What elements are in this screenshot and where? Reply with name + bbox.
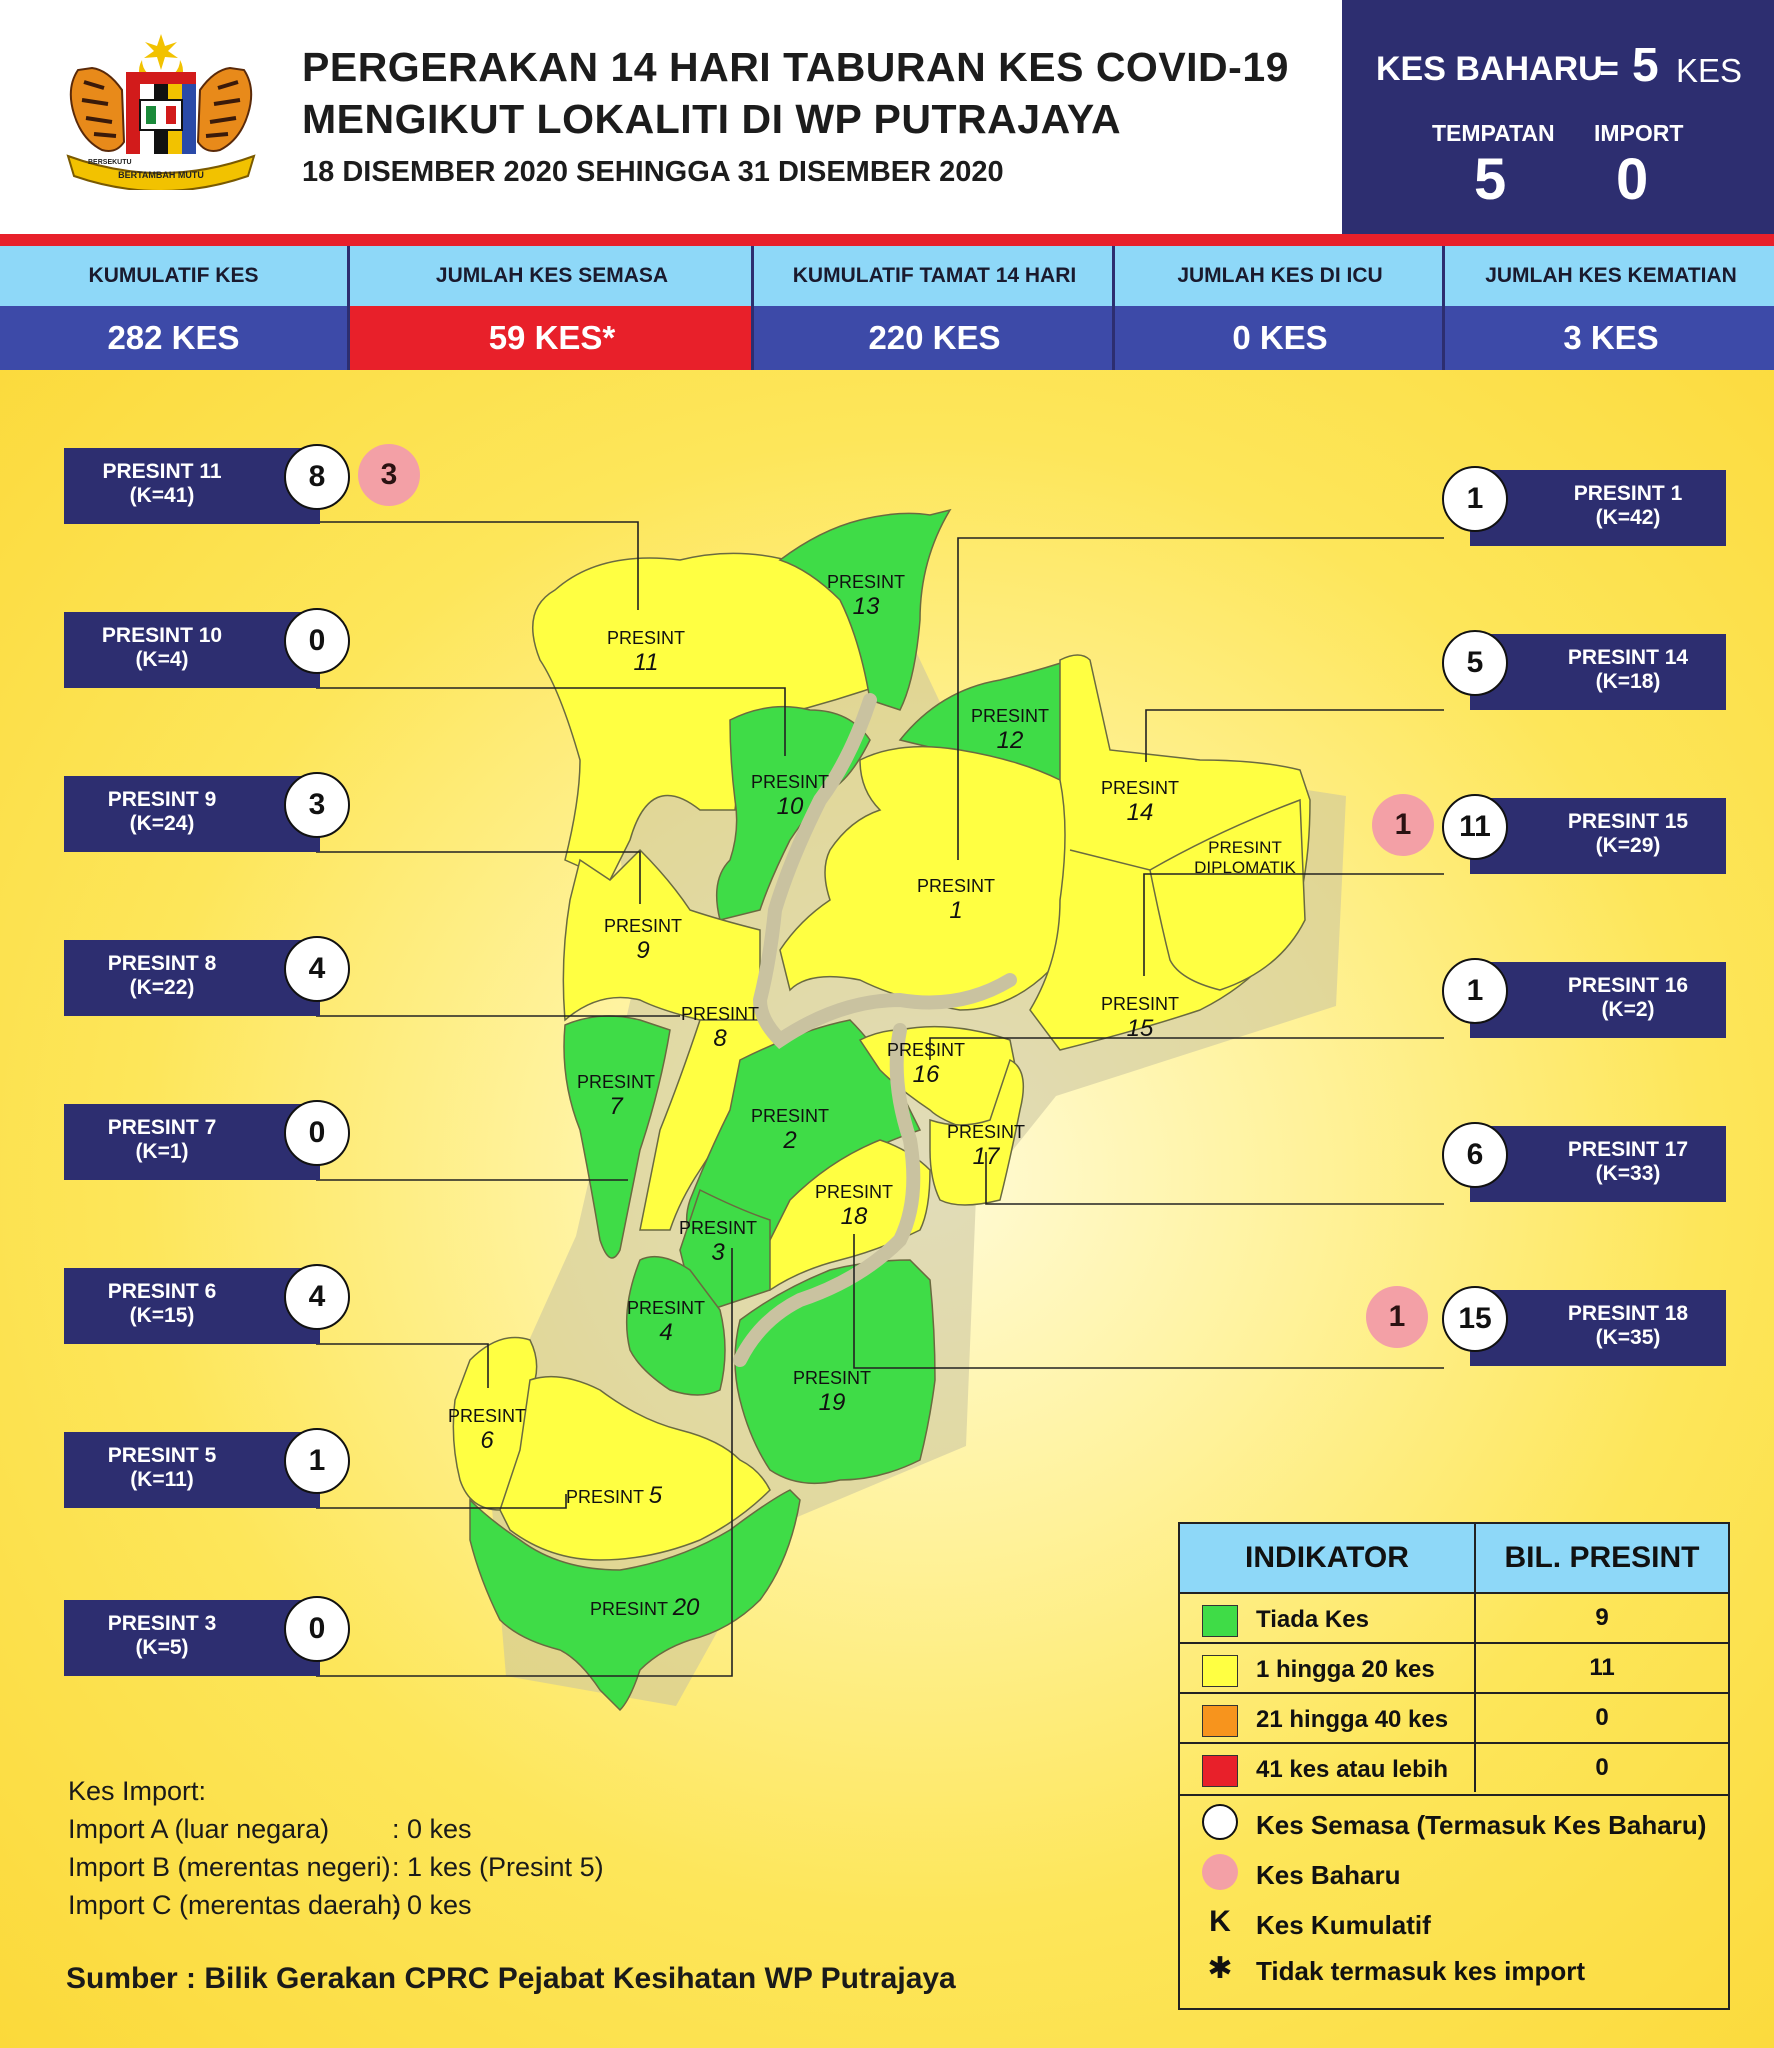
stat-value: 0 KES	[1115, 306, 1445, 370]
presint-17-label: PRESINT 17 (K=33)	[1470, 1126, 1726, 1202]
zone-label-8: PRESINT 8	[680, 1004, 759, 1052]
stat-icu	[1112, 246, 1445, 370]
stat-value: 3 KES	[1445, 306, 1774, 370]
legend-key-new: Kes Baharu	[1180, 1848, 1728, 1898]
import-row: Import C (merentas daerah) : 0 kes	[68, 1890, 472, 1920]
zone-label-13: PRESINT 13	[826, 572, 905, 620]
new-cases-unit: KES	[1676, 52, 1743, 89]
zone-label-17: PRESINT 17	[946, 1122, 1025, 1170]
presint-1-label: PRESINT 1 (K=42)	[1470, 470, 1726, 546]
stat-label: KUMULATIF KES	[0, 246, 347, 306]
zone-label-3: PRESINT 3	[678, 1218, 757, 1266]
legend	[1178, 1522, 1730, 2010]
zone-label-11: PRESINT 11	[606, 628, 685, 676]
zone-label-6: PRESINT 6	[447, 1406, 526, 1454]
new-cases-presint-11: 3	[358, 444, 420, 506]
zone-label-7: PRESINT 7	[576, 1072, 655, 1120]
import-row: Import B (merentas negeri) : 1 kes (Presint 5)	[68, 1852, 604, 1882]
active-cases-presint-6: 4	[284, 1264, 350, 1330]
active-cases-presint-18: 15	[1442, 1286, 1508, 1352]
zone-label-9: PRESINT 9	[603, 916, 682, 964]
import-row: Import A (luar negara) : 0 kes	[68, 1814, 472, 1844]
zone-label-15: PRESINT 15	[1100, 994, 1179, 1042]
stat-label: JUMLAH KES DI ICU	[1115, 246, 1445, 306]
date-range: 18 DISEMBER 2020 SEHINGGA 31 DISEMBER 2020	[302, 156, 1004, 188]
page-title: PERGERAKAN 14 HARI TABURAN KES COVID-19	[302, 44, 1289, 90]
stat-cumulative	[0, 246, 347, 370]
active-cases-presint-14: 5	[1442, 630, 1508, 696]
source-note: Sumber : Bilik Gerakan CPRC Pejabat Kesihatan WP Putrajaya	[66, 1962, 956, 1995]
zone-label-20: PRESINT 20	[590, 1594, 700, 1621]
k-symbol: K	[1209, 1905, 1231, 1938]
legend-row: 21 hingga 40 kes 0	[1180, 1692, 1728, 1744]
stat-value: 282 KES	[0, 306, 347, 370]
presint-10-label: PRESINT 10 (K=4)	[64, 612, 320, 688]
presint-8-label: PRESINT 8 (K=22)	[64, 940, 320, 1016]
active-cases-presint-7: 0	[284, 1100, 350, 1166]
stat-value: 59 KES*	[350, 306, 754, 370]
pink-circle-icon	[1202, 1854, 1238, 1890]
svg-text:BERSEKUTU: BERSEKUTU	[88, 159, 132, 166]
active-cases-presint-17: 6	[1442, 1122, 1508, 1188]
local-cases-label: TEMPATAN	[1432, 120, 1555, 146]
active-cases-presint-5: 1	[284, 1428, 350, 1494]
active-cases-presint-16: 1	[1442, 958, 1508, 1024]
legend-key-asterisk: ✱ Tidak termasuk kes import	[1180, 1944, 1728, 1994]
presint-18-label: PRESINT 18 (K=35)	[1470, 1290, 1726, 1366]
presint-5-label: PRESINT 5 (K=11)	[64, 1432, 320, 1508]
presint-6-label: PRESINT 6 (K=15)	[64, 1268, 320, 1344]
red-swatch	[1202, 1755, 1238, 1787]
stat-recovered	[751, 246, 1115, 370]
local-cases-value: 5	[1474, 147, 1507, 212]
presint-14-label: PRESINT 14 (K=18)	[1470, 634, 1726, 710]
stat-active	[347, 246, 754, 370]
stat-label: KUMULATIF TAMAT 14 HARI	[754, 246, 1115, 306]
new-cases-presint-15: 1	[1372, 794, 1434, 856]
new-cases-equals: =	[1599, 50, 1619, 88]
legend-header-count: BIL. PRESINT	[1476, 1524, 1728, 1592]
zone-label-2: PRESINT 2	[750, 1106, 829, 1154]
active-cases-presint-1: 1	[1442, 466, 1508, 532]
green-swatch	[1202, 1605, 1238, 1637]
new-cases-panel	[1342, 0, 1774, 234]
stat-deaths	[1442, 246, 1774, 370]
legend-row: Tiada Kes 9	[1180, 1592, 1728, 1644]
stat-label: JUMLAH KES SEMASA	[350, 246, 754, 306]
presint-9-label: PRESINT 9 (K=24)	[64, 776, 320, 852]
legend-row: 1 hingga 20 kes 11	[1180, 1642, 1728, 1694]
legend-header-indicator: INDIKATOR	[1180, 1524, 1474, 1592]
yellow-swatch	[1202, 1655, 1238, 1687]
header	[0, 0, 1774, 234]
zone-label-4: PRESINT 4	[626, 1298, 705, 1346]
presint-7-label: PRESINT 7 (K=1)	[64, 1104, 320, 1180]
asterisk-icon: ✱	[1207, 1951, 1233, 1985]
zone-label-12: PRESINT 12	[970, 706, 1049, 754]
legend-row: 41 kes atau lebih 0	[1180, 1742, 1728, 1796]
white-circle-icon	[1202, 1804, 1238, 1840]
legend-key-active: Kes Semasa (Termasuk Kes Baharu)	[1180, 1798, 1728, 1848]
malaysia-coat-of-arms-icon	[58, 30, 264, 190]
new-cases-label: KES BAHARU	[1376, 50, 1603, 88]
presint-3-label: PRESINT 3 (K=5)	[64, 1600, 320, 1676]
active-cases-presint-15: 11	[1442, 794, 1508, 860]
map-area	[0, 370, 1774, 2048]
zone-label-18: PRESINT 18	[814, 1182, 893, 1230]
active-cases-presint-9: 3	[284, 772, 350, 838]
zone-label-5: PRESINT 5	[566, 1482, 663, 1509]
zone-label-10: PRESINT 10	[750, 772, 829, 820]
active-cases-presint-11: 8	[284, 444, 350, 510]
new-cases-value: 5	[1632, 39, 1659, 92]
summary-stats	[0, 246, 1774, 370]
import-cases-label: IMPORT	[1594, 120, 1684, 146]
presint-11-label: PRESINT 11 (K=41)	[64, 448, 320, 524]
active-cases-presint-3: 0	[284, 1596, 350, 1662]
stat-value: 220 KES	[754, 306, 1115, 370]
zone-label-diplomatik: PRESINT DIPLOMATIK	[1194, 838, 1296, 877]
active-cases-presint-10: 0	[284, 608, 350, 674]
orange-swatch	[1202, 1705, 1238, 1737]
import-note-title: Kes Import:	[68, 1776, 207, 1806]
zone-label-16: PRESINT 16	[886, 1040, 965, 1088]
presint-15-label: PRESINT 15 (K=29)	[1470, 798, 1726, 874]
presint-16-label: PRESINT 16 (K=2)	[1470, 962, 1726, 1038]
legend-key-cumulative: K Kes Kumulatif	[1180, 1898, 1728, 1948]
header-divider	[0, 234, 1774, 246]
zone-label-1: PRESINT 1	[916, 876, 995, 924]
stat-label: JUMLAH KES KEMATIAN	[1445, 246, 1774, 306]
new-cases-presint-18: 1	[1366, 1286, 1428, 1348]
active-cases-presint-8: 4	[284, 936, 350, 1002]
import-cases-value: 0	[1616, 147, 1649, 212]
zone-label-14: PRESINT 14	[1100, 778, 1179, 826]
zone-label-19: PRESINT 19	[792, 1368, 871, 1416]
page-subtitle: MENGIKUT LOKALITI DI WP PUTRAJAYA	[302, 96, 1122, 142]
import-note	[68, 1772, 604, 1924]
svg-text:BERTAMBAH MUTU: BERTAMBAH MUTU	[118, 170, 204, 180]
